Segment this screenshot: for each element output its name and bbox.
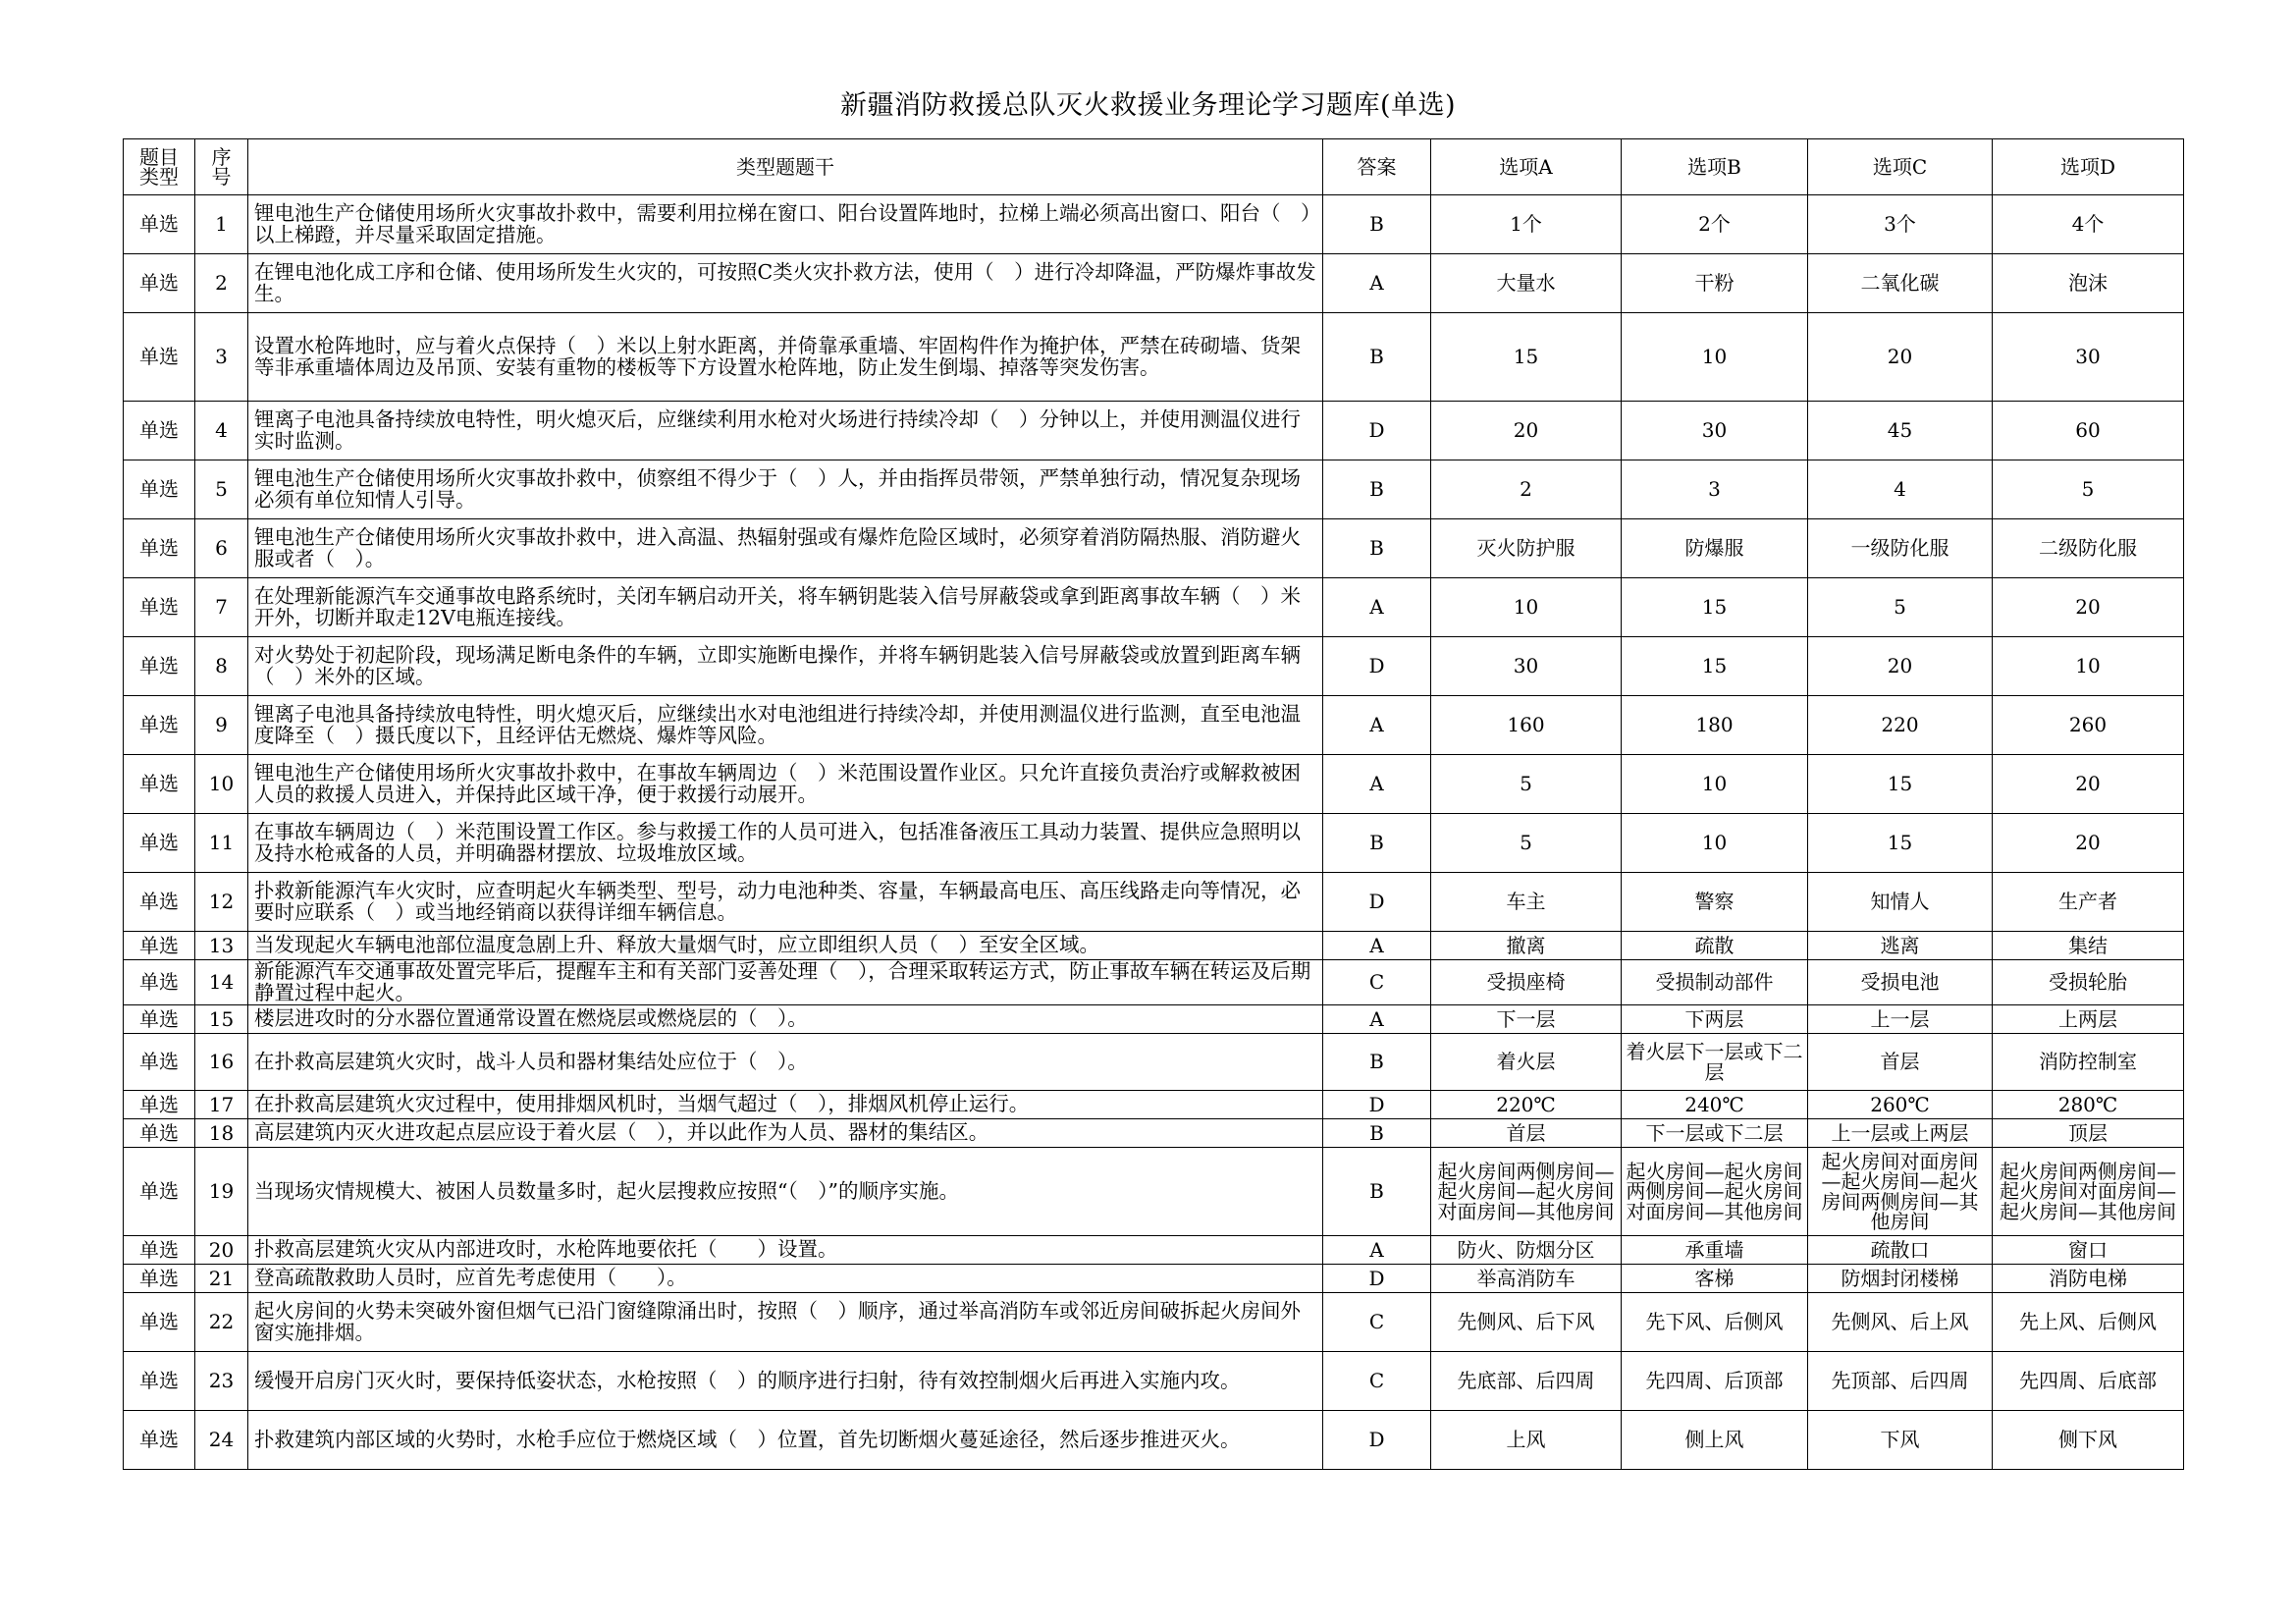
cell-option-d: 二级防化服 xyxy=(1993,519,2184,578)
cell-option-d: 5 xyxy=(1993,460,2184,519)
cell-option-d: 受损轮胎 xyxy=(1993,960,2184,1005)
table-row xyxy=(124,254,2184,313)
cell-option-c: 一级防化服 xyxy=(1808,519,1993,578)
cell-type: 单选 xyxy=(124,1265,195,1293)
cell-question: 锂电池生产仓储使用场所火灾事故扑救中，在事故车辆周边（ ）米范围设置作业区。只允许直接负责治疗或解救被困人员的救援人员进入，并保持此区域干净，便于救援行动展开。 xyxy=(248,755,1323,814)
cell-option-c: 45 xyxy=(1808,402,1993,460)
cell-type: 单选 xyxy=(124,1091,195,1119)
cell-option-d: 顶层 xyxy=(1993,1119,2184,1148)
table-row xyxy=(124,873,2184,932)
cell-option-c: 15 xyxy=(1808,755,1993,814)
cell-question: 高层建筑内灭火进攻起点层应设于着火层（ ），并以此作为人员、器材的集结区。 xyxy=(248,1119,1323,1148)
cell-option-b: 着火层下一层或下二层 xyxy=(1622,1034,1808,1091)
document-title: 新疆消防救援总队灭火救援业务理论学习题库(单选) xyxy=(839,90,1457,121)
cell-option-c: 20 xyxy=(1808,313,1993,402)
cell-num: 12 xyxy=(195,873,248,932)
cell-option-c: 15 xyxy=(1808,814,1993,873)
cell-answer: D xyxy=(1323,1265,1431,1293)
cell-option-a: 2 xyxy=(1431,460,1622,519)
table-row xyxy=(124,1148,2184,1236)
cell-question: 缓慢开启房门灭火时，要保持低姿状态，水枪按照（ ）的顺序进行扫射，待有效控制烟火后再进入实施内攻。 xyxy=(248,1352,1323,1411)
cell-question: 锂电池生产仓储使用场所火灾事故扑救中，需要利用拉梯在窗口、阳台设置阵地时，拉梯上端必须高出窗口、阳台（ ）以上梯蹬，并尽量采取固定措施。 xyxy=(248,195,1323,254)
cell-type: 单选 xyxy=(124,195,195,254)
cell-num: 23 xyxy=(195,1352,248,1411)
cell-answer: B xyxy=(1323,519,1431,578)
cell-option-a: 起火房间两侧房间—起火房间—起火房间对面房间—其他房间 xyxy=(1431,1148,1622,1236)
cell-option-c: 二氧化碳 xyxy=(1808,254,1993,313)
cell-option-d: 消防电梯 xyxy=(1993,1265,2184,1293)
header-question: 类型题题干 xyxy=(248,139,1323,195)
cell-answer: B xyxy=(1323,1119,1431,1148)
cell-option-b: 疏散 xyxy=(1622,932,1808,960)
cell-type: 单选 xyxy=(124,1352,195,1411)
cell-answer: C xyxy=(1323,960,1431,1005)
cell-question: 锂电池生产仓储使用场所火灾事故扑救中，进入高温、热辐射强或有爆炸危险区域时，必须穿着消防隔热服、消防避火服或者（ ）。 xyxy=(248,519,1323,578)
cell-option-a: 受损座椅 xyxy=(1431,960,1622,1005)
cell-answer: D xyxy=(1323,873,1431,932)
cell-answer: A xyxy=(1323,932,1431,960)
cell-option-b: 侧上风 xyxy=(1622,1411,1808,1470)
cell-type: 单选 xyxy=(124,637,195,696)
cell-option-d: 4个 xyxy=(1993,195,2184,254)
cell-option-d: 上两层 xyxy=(1993,1005,2184,1034)
cell-num: 4 xyxy=(195,402,248,460)
question-table xyxy=(123,138,2184,1470)
cell-num: 9 xyxy=(195,696,248,755)
cell-option-c: 5 xyxy=(1808,578,1993,637)
table-row xyxy=(124,1119,2184,1148)
cell-option-b: 防爆服 xyxy=(1622,519,1808,578)
cell-num: 18 xyxy=(195,1119,248,1148)
cell-option-c: 疏散口 xyxy=(1808,1236,1993,1265)
cell-type: 单选 xyxy=(124,1119,195,1148)
cell-option-d: 泡沫 xyxy=(1993,254,2184,313)
cell-type: 单选 xyxy=(124,460,195,519)
cell-option-b: 240℃ xyxy=(1622,1091,1808,1119)
cell-option-a: 首层 xyxy=(1431,1119,1622,1148)
cell-option-d: 侧下风 xyxy=(1993,1411,2184,1470)
cell-option-d: 20 xyxy=(1993,578,2184,637)
table-row xyxy=(124,195,2184,254)
cell-option-d: 30 xyxy=(1993,313,2184,402)
cell-type: 单选 xyxy=(124,578,195,637)
cell-option-c: 3个 xyxy=(1808,195,1993,254)
cell-option-a: 撤离 xyxy=(1431,932,1622,960)
cell-option-a: 5 xyxy=(1431,814,1622,873)
cell-option-c: 先侧风、后上风 xyxy=(1808,1293,1993,1352)
cell-type: 单选 xyxy=(124,1293,195,1352)
cell-option-b: 180 xyxy=(1622,696,1808,755)
cell-answer: A xyxy=(1323,755,1431,814)
cell-question: 设置水枪阵地时，应与着火点保持（ ）米以上射水距离，并倚靠承重墙、牢固构件作为掩护体，严禁在砖砌墙、货架等非承重墙体周边及吊顶、安装有重物的楼板等下方设置水枪阵地，防止发生倒塌、掉落等突发伤害。 xyxy=(248,313,1323,402)
cell-option-b: 2个 xyxy=(1622,195,1808,254)
cell-option-a: 5 xyxy=(1431,755,1622,814)
cell-option-d: 起火房间两侧房间—起火房间对面房间—起火房间—其他房间 xyxy=(1993,1148,2184,1236)
cell-option-a: 着火层 xyxy=(1431,1034,1622,1091)
cell-type: 单选 xyxy=(124,960,195,1005)
cell-option-c: 20 xyxy=(1808,637,1993,696)
cell-num: 20 xyxy=(195,1236,248,1265)
cell-answer: D xyxy=(1323,637,1431,696)
cell-option-c: 受损电池 xyxy=(1808,960,1993,1005)
cell-option-a: 举高消防车 xyxy=(1431,1265,1622,1293)
cell-num: 17 xyxy=(195,1091,248,1119)
cell-num: 19 xyxy=(195,1148,248,1236)
cell-option-d: 集结 xyxy=(1993,932,2184,960)
cell-option-b: 15 xyxy=(1622,578,1808,637)
cell-num: 6 xyxy=(195,519,248,578)
cell-option-b: 先下风、后侧风 xyxy=(1622,1293,1808,1352)
cell-answer: C xyxy=(1323,1293,1431,1352)
cell-type: 单选 xyxy=(124,254,195,313)
cell-type: 单选 xyxy=(124,402,195,460)
cell-option-a: 先侧风、后下风 xyxy=(1431,1293,1622,1352)
cell-option-b: 10 xyxy=(1622,313,1808,402)
cell-option-b: 下一层或下二层 xyxy=(1622,1119,1808,1148)
cell-option-d: 10 xyxy=(1993,637,2184,696)
cell-option-a: 20 xyxy=(1431,402,1622,460)
table-row xyxy=(124,960,2184,1005)
table-row xyxy=(124,519,2184,578)
cell-option-c: 先顶部、后四周 xyxy=(1808,1352,1993,1411)
cell-answer: A xyxy=(1323,578,1431,637)
cell-type: 单选 xyxy=(124,313,195,402)
cell-answer: A xyxy=(1323,696,1431,755)
header-row xyxy=(124,139,2184,195)
cell-type: 单选 xyxy=(124,1034,195,1091)
cell-option-a: 15 xyxy=(1431,313,1622,402)
table-row xyxy=(124,814,2184,873)
cell-answer: B xyxy=(1323,460,1431,519)
table-row xyxy=(124,1411,2184,1470)
cell-answer: D xyxy=(1323,1091,1431,1119)
table-row xyxy=(124,1091,2184,1119)
cell-num: 8 xyxy=(195,637,248,696)
cell-answer: B xyxy=(1323,814,1431,873)
cell-option-d: 260 xyxy=(1993,696,2184,755)
cell-answer: D xyxy=(1323,402,1431,460)
cell-num: 10 xyxy=(195,755,248,814)
cell-option-b: 10 xyxy=(1622,755,1808,814)
cell-option-c: 上一层或上两层 xyxy=(1808,1119,1993,1148)
cell-question: 在锂电池化成工序和仓储、使用场所发生火灾的，可按照C类火灾扑救方法，使用（ ）进行冷却降温，严防爆炸事故发生。 xyxy=(248,254,1323,313)
cell-type: 单选 xyxy=(124,696,195,755)
table-row xyxy=(124,755,2184,814)
cell-question: 当发现起火车辆电池部位温度急剧上升、释放大量烟气时，应立即组织人员（ ）至安全区域。 xyxy=(248,932,1323,960)
cell-option-d: 生产者 xyxy=(1993,873,2184,932)
cell-option-a: 灭火防护服 xyxy=(1431,519,1622,578)
cell-option-b: 受损制动部件 xyxy=(1622,960,1808,1005)
table-row xyxy=(124,1265,2184,1293)
cell-option-c: 防烟封闭楼梯 xyxy=(1808,1265,1993,1293)
table-row xyxy=(124,1034,2184,1091)
table-row xyxy=(124,578,2184,637)
cell-num: 24 xyxy=(195,1411,248,1470)
header-option-d: 选项D xyxy=(1993,139,2184,195)
cell-question: 登高疏散救助人员时，应首先考虑使用（ ）。 xyxy=(248,1265,1323,1293)
cell-num: 2 xyxy=(195,254,248,313)
header-answer: 答案 xyxy=(1323,139,1431,195)
cell-question: 扑救高层建筑火灾从内部进攻时，水枪阵地要依托（ ）设置。 xyxy=(248,1236,1323,1265)
cell-option-a: 10 xyxy=(1431,578,1622,637)
cell-question: 楼层进攻时的分水器位置通常设置在燃烧层或燃烧层的（ ）。 xyxy=(248,1005,1323,1034)
cell-type: 单选 xyxy=(124,519,195,578)
cell-option-c: 知情人 xyxy=(1808,873,1993,932)
cell-num: 22 xyxy=(195,1293,248,1352)
cell-type: 单选 xyxy=(124,873,195,932)
cell-question: 当现场灾情规模大、被困人员数量多时，起火层搜救应按照“（ ）”的顺序实施。 xyxy=(248,1148,1323,1236)
cell-num: 5 xyxy=(195,460,248,519)
cell-option-a: 160 xyxy=(1431,696,1622,755)
cell-question: 锂离子电池具备持续放电特性，明火熄灭后，应继续出水对电池组进行持续冷却，并使用测温仪进行监测，直至电池温度降至（ ）摄氏度以下，且经评估无燃烧、爆炸等风险。 xyxy=(248,696,1323,755)
cell-option-d: 20 xyxy=(1993,755,2184,814)
cell-option-c: 首层 xyxy=(1808,1034,1993,1091)
cell-num: 15 xyxy=(195,1005,248,1034)
cell-num: 3 xyxy=(195,313,248,402)
cell-option-b: 起火房间—起火房间两侧房间—起火房间对面房间—其他房间 xyxy=(1622,1148,1808,1236)
cell-question: 扑救新能源汽车火灾时，应查明起火车辆类型、型号，动力电池种类、容量，车辆最高电压、高压线路走向等情况，必要时应联系（ ）或当地经销商以获得详细车辆信息。 xyxy=(248,873,1323,932)
cell-option-b: 10 xyxy=(1622,814,1808,873)
cell-option-a: 30 xyxy=(1431,637,1622,696)
table-row xyxy=(124,637,2184,696)
cell-num: 14 xyxy=(195,960,248,1005)
cell-option-a: 1个 xyxy=(1431,195,1622,254)
cell-num: 16 xyxy=(195,1034,248,1091)
cell-option-d: 先四周、后底部 xyxy=(1993,1352,2184,1411)
cell-type: 单选 xyxy=(124,755,195,814)
cell-question: 锂离子电池具备持续放电特性，明火熄灭后，应继续利用水枪对火场进行持续冷却（ ）分钟以上，并使用测温仪进行实时监测。 xyxy=(248,402,1323,460)
table-row xyxy=(124,1005,2184,1034)
cell-option-c: 上一层 xyxy=(1808,1005,1993,1034)
cell-option-b: 15 xyxy=(1622,637,1808,696)
cell-question: 锂电池生产仓储使用场所火灾事故扑救中，侦察组不得少于（ ）人，并由指挥员带领，严禁单独行动，情况复杂现场必须有单位知情人引导。 xyxy=(248,460,1323,519)
header-type xyxy=(124,139,195,195)
cell-num: 21 xyxy=(195,1265,248,1293)
cell-answer: B xyxy=(1323,1148,1431,1236)
table-row xyxy=(124,1352,2184,1411)
cell-question: 在事故车辆周边（ ）米范围设置工作区。参与救援工作的人员可进入，包括准备液压工具动力装置、提供应急照明以及持水枪戒备的人员，并明确器材摆放、垃圾堆放区域。 xyxy=(248,814,1323,873)
cell-option-b: 下两层 xyxy=(1622,1005,1808,1034)
cell-num: 7 xyxy=(195,578,248,637)
table-row xyxy=(124,313,2184,402)
cell-option-a: 防火、防烟分区 xyxy=(1431,1236,1622,1265)
cell-option-b: 客梯 xyxy=(1622,1265,1808,1293)
cell-num: 1 xyxy=(195,195,248,254)
cell-option-a: 车主 xyxy=(1431,873,1622,932)
table-row xyxy=(124,402,2184,460)
cell-option-a: 下一层 xyxy=(1431,1005,1622,1034)
cell-num: 11 xyxy=(195,814,248,873)
cell-option-d: 280℃ xyxy=(1993,1091,2184,1119)
cell-answer: C xyxy=(1323,1352,1431,1411)
header-option-a: 选项A xyxy=(1431,139,1622,195)
cell-option-b: 3 xyxy=(1622,460,1808,519)
cell-option-c: 4 xyxy=(1808,460,1993,519)
cell-answer: A xyxy=(1323,1236,1431,1265)
cell-num: 13 xyxy=(195,932,248,960)
table-row xyxy=(124,1293,2184,1352)
cell-option-c: 220 xyxy=(1808,696,1993,755)
cell-answer: B xyxy=(1323,1034,1431,1091)
cell-option-c: 260℃ xyxy=(1808,1091,1993,1119)
table-row xyxy=(124,696,2184,755)
cell-option-b: 干粉 xyxy=(1622,254,1808,313)
cell-option-a: 220℃ xyxy=(1431,1091,1622,1119)
cell-option-d: 消防控制室 xyxy=(1993,1034,2184,1091)
cell-option-b: 30 xyxy=(1622,402,1808,460)
cell-option-c: 下风 xyxy=(1808,1411,1993,1470)
cell-question: 在处理新能源汽车交通事故电路系统时，关闭车辆启动开关，将车辆钥匙装入信号屏蔽袋或拿到距离事故车辆（ ）米开外，切断并取走12V电瓶连接线。 xyxy=(248,578,1323,637)
cell-question: 在扑救高层建筑火灾时，战斗人员和器材集结处应位于（ ）。 xyxy=(248,1034,1323,1091)
cell-option-c: 逃离 xyxy=(1808,932,1993,960)
cell-answer: A xyxy=(1323,1005,1431,1034)
cell-answer: B xyxy=(1323,195,1431,254)
cell-option-a: 先底部、后四周 xyxy=(1431,1352,1622,1411)
table-body xyxy=(124,195,2184,1470)
header-num xyxy=(195,139,248,195)
cell-option-a: 大量水 xyxy=(1431,254,1622,313)
header-option-c: 选项C xyxy=(1808,139,1993,195)
cell-type: 单选 xyxy=(124,932,195,960)
cell-type: 单选 xyxy=(124,814,195,873)
cell-question: 在扑救高层建筑火灾过程中，使用排烟风机时，当烟气超过（ ），排烟风机停止运行。 xyxy=(248,1091,1323,1119)
cell-option-b: 警察 xyxy=(1622,873,1808,932)
cell-option-a: 上风 xyxy=(1431,1411,1622,1470)
cell-option-d: 先上风、后侧风 xyxy=(1993,1293,2184,1352)
table-row xyxy=(124,460,2184,519)
cell-option-b: 承重墙 xyxy=(1622,1236,1808,1265)
cell-question: 对火势处于初起阶段，现场满足断电条件的车辆，立即实施断电操作，并将车辆钥匙装入信号屏蔽袋或放置到距离车辆（ ）米外的区域。 xyxy=(248,637,1323,696)
table-row xyxy=(124,932,2184,960)
cell-option-d: 20 xyxy=(1993,814,2184,873)
cell-answer: B xyxy=(1323,313,1431,402)
cell-type: 单选 xyxy=(124,1236,195,1265)
header-num-label: 序号 xyxy=(211,145,232,189)
cell-answer: D xyxy=(1323,1411,1431,1470)
cell-type: 单选 xyxy=(124,1005,195,1034)
cell-type: 单选 xyxy=(124,1148,195,1236)
cell-type: 单选 xyxy=(124,1411,195,1470)
table-row xyxy=(124,1236,2184,1265)
cell-option-c: 起火房间对面房间—起火房间—起火房间两侧房间—其他房间 xyxy=(1808,1148,1993,1236)
header-option-b: 选项B xyxy=(1622,139,1808,195)
cell-option-d: 窗口 xyxy=(1993,1236,2184,1265)
cell-option-d: 60 xyxy=(1993,402,2184,460)
cell-question: 新能源汽车交通事故处置完毕后，提醒车主和有关部门妥善处理（ ），合理采取转运方式，防止事故车辆在转运及后期静置过程中起火。 xyxy=(248,960,1323,1005)
header-type-label: 题目类型 xyxy=(139,145,179,189)
cell-answer: A xyxy=(1323,254,1431,313)
cell-option-b: 先四周、后顶部 xyxy=(1622,1352,1808,1411)
cell-question: 扑救建筑内部区域的火势时，水枪手应位于燃烧区域（ ）位置，首先切断烟火蔓延途径，然后逐步推进灭火。 xyxy=(248,1411,1323,1470)
cell-question: 起火房间的火势未突破外窗但烟气已沿门窗缝隙涌出时，按照（ ）顺序，通过举高消防车或邻近房间破拆起火房间外窗实施排烟。 xyxy=(248,1293,1323,1352)
